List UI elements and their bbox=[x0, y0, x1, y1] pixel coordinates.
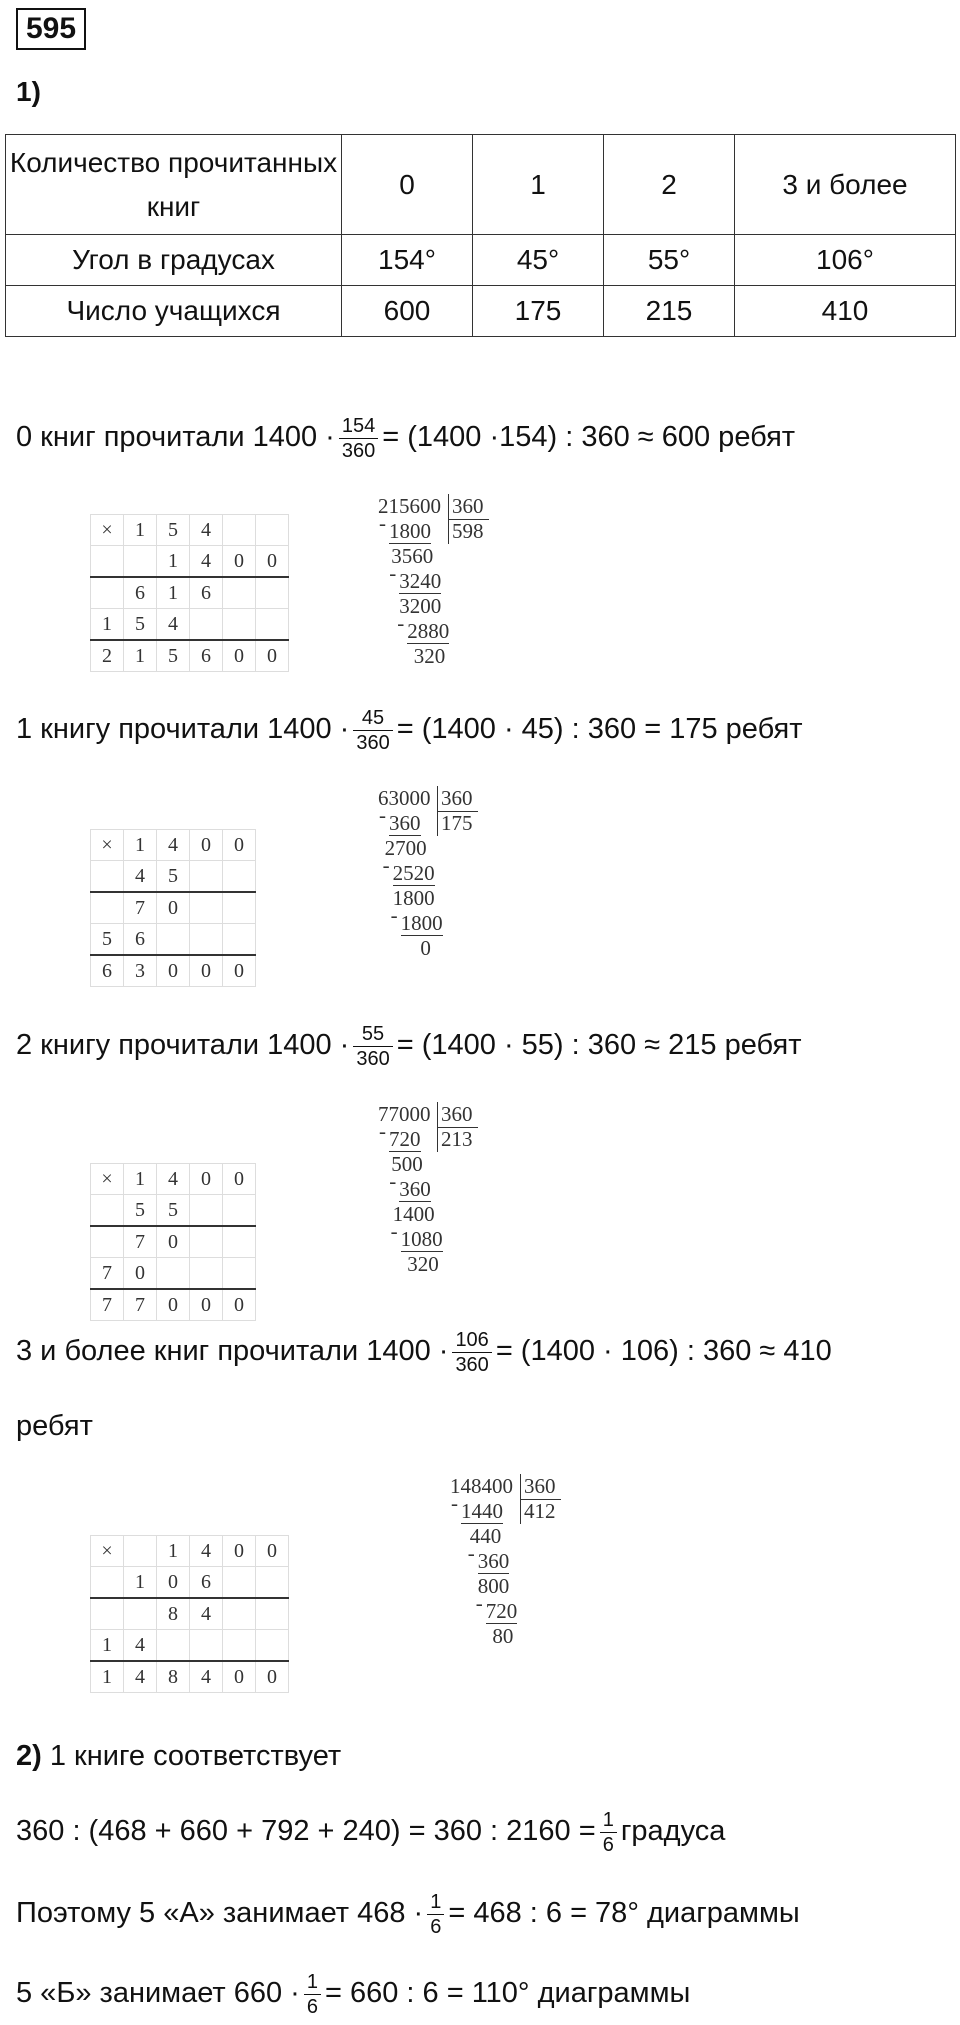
grid-row bbox=[91, 515, 289, 546]
grid-digit: 3 bbox=[124, 955, 157, 987]
grid-digit: 4 bbox=[157, 609, 190, 641]
grid-digit bbox=[223, 609, 256, 641]
grid-digit bbox=[223, 577, 256, 609]
fraction-numerator: 106 bbox=[452, 1328, 491, 1353]
grid-digit: 4 bbox=[190, 1661, 223, 1693]
grid-digit bbox=[256, 1567, 289, 1599]
fraction-denominator: 360 bbox=[356, 732, 390, 754]
grid-digit: 1 bbox=[157, 546, 190, 578]
grid-row bbox=[91, 1567, 289, 1599]
grid-digit bbox=[91, 546, 124, 578]
fraction bbox=[427, 1890, 444, 1939]
part-2-line-b bbox=[16, 1890, 800, 1939]
subtrahend: 1080 bbox=[400, 1227, 443, 1251]
calc-line-1-book bbox=[16, 706, 803, 755]
grid-row bbox=[91, 546, 289, 578]
minus-sign: - bbox=[397, 611, 405, 635]
grid-digit bbox=[157, 1258, 190, 1290]
fraction bbox=[452, 1328, 491, 1377]
grid-digit: 0 bbox=[256, 1536, 289, 1567]
remainder: 1800 bbox=[392, 886, 435, 910]
table-cell: 154° bbox=[342, 235, 473, 286]
grid-digit: 0 bbox=[223, 546, 256, 578]
fraction bbox=[600, 1808, 617, 1857]
multiplication-grid bbox=[90, 514, 289, 672]
table-cell: Число учащихся bbox=[6, 286, 342, 337]
remainder: 3200 bbox=[399, 594, 442, 618]
fraction-denominator: 360 bbox=[455, 1354, 489, 1376]
remainder: 500 bbox=[391, 1152, 423, 1176]
remainder: 0 bbox=[420, 936, 431, 960]
grid-digit bbox=[190, 924, 223, 956]
line-text: = (1400 ·154) : 360 ≈ 600 ребят bbox=[382, 421, 796, 454]
grid-digit bbox=[256, 515, 289, 546]
table-header-cell: 0 bbox=[342, 135, 473, 235]
grid-digit: 7 bbox=[124, 1289, 157, 1321]
grid-digit: 8 bbox=[157, 1661, 190, 1693]
grid-digit: 0 bbox=[256, 546, 289, 578]
grid-digit bbox=[223, 1195, 256, 1227]
grid-digit bbox=[190, 892, 223, 924]
line-text: 2 книгу прочитали 1400 · bbox=[16, 1029, 350, 1062]
quotient: 175 bbox=[441, 811, 473, 835]
grid-digit: 0 bbox=[157, 892, 190, 924]
table-cell: 215 bbox=[604, 286, 735, 337]
table-header-cell: 3 и более bbox=[735, 135, 956, 235]
remainder: 1400 bbox=[392, 1202, 435, 1226]
grid-digit bbox=[190, 1258, 223, 1290]
grid-digit: 0 bbox=[223, 830, 256, 861]
grid-digit bbox=[124, 1598, 157, 1630]
calc-line-3-more-books bbox=[16, 1328, 832, 1377]
table-cell: 106° bbox=[735, 235, 956, 286]
grid-digit: 0 bbox=[223, 955, 256, 987]
subtrahend: 1440 bbox=[461, 1499, 503, 1523]
fraction bbox=[353, 706, 392, 755]
dividend: 63000 bbox=[378, 786, 431, 810]
remainder: 2700 bbox=[384, 836, 427, 860]
grid-digit: 0 bbox=[223, 640, 256, 672]
remainder: 320 bbox=[407, 1252, 439, 1276]
grid-digit: 1 bbox=[124, 515, 157, 546]
grid-row bbox=[91, 1226, 256, 1258]
grid-digit: 6 bbox=[91, 955, 124, 987]
table-cell: 45° bbox=[473, 235, 604, 286]
fraction-denominator: 6 bbox=[602, 1834, 614, 1856]
line-text: 5 «Б» занимает 660 · bbox=[16, 1977, 300, 2010]
grid-row bbox=[91, 1661, 289, 1693]
grid-digit: 0 bbox=[157, 1226, 190, 1258]
grid-digit bbox=[223, 924, 256, 956]
grid-digit bbox=[190, 1195, 223, 1227]
grid-digit: 0 bbox=[157, 1567, 190, 1599]
grid-digit bbox=[223, 1630, 256, 1662]
grid-digit: 0 bbox=[190, 955, 223, 987]
grid-digit: 0 bbox=[157, 1289, 190, 1321]
quotient: 213 bbox=[441, 1127, 473, 1151]
multiplication-grid bbox=[90, 1163, 256, 1321]
grid-row bbox=[91, 1630, 289, 1662]
grid-digit: 6 bbox=[190, 1567, 223, 1599]
grid-digit: 0 bbox=[190, 1289, 223, 1321]
minus-sign: - bbox=[379, 1119, 386, 1143]
line-text: = (1400 · 45) : 360 = 175 ребят bbox=[396, 713, 803, 746]
grid-digit: 7 bbox=[91, 1289, 124, 1321]
grid-digit: 7 bbox=[124, 892, 157, 924]
grid-digit: 1 bbox=[157, 1536, 190, 1567]
subtrahend: 360 bbox=[389, 811, 421, 835]
dividend: 77000 bbox=[378, 1102, 431, 1126]
part-2-label: 2) bbox=[16, 1740, 42, 1772]
fraction-denominator: 360 bbox=[356, 1048, 390, 1070]
grid-digit: 2 bbox=[91, 640, 124, 672]
remainder: 440 bbox=[469, 1524, 502, 1548]
grid-digit bbox=[157, 924, 190, 956]
table-cell: 410 bbox=[735, 286, 956, 337]
grid-digit: 5 bbox=[124, 1195, 157, 1227]
line-text: Поэтому 5 «А» занимает 468 · bbox=[16, 1897, 424, 1930]
table-row bbox=[6, 235, 956, 286]
grid-digit: 6 bbox=[190, 640, 223, 672]
line-text: 0 книг прочитали 1400 · bbox=[16, 421, 335, 454]
grid-digit bbox=[124, 546, 157, 578]
table-header-row bbox=[6, 135, 956, 235]
line-text: = 468 : 6 = 78° диаграммы bbox=[448, 1897, 800, 1930]
table-row bbox=[6, 286, 956, 337]
grid-digit: 7 bbox=[91, 1258, 124, 1290]
dividend: 215600 bbox=[378, 494, 441, 518]
grid-digit: 1 bbox=[124, 640, 157, 672]
divisor: 360 bbox=[452, 494, 484, 518]
grid-row bbox=[91, 830, 256, 861]
remainder: 3560 bbox=[391, 544, 434, 568]
grid-digit: 1 bbox=[91, 1630, 124, 1662]
grid-digit: 4 bbox=[190, 1598, 223, 1630]
grid-digit: 5 bbox=[157, 515, 190, 546]
grid-row bbox=[91, 955, 256, 987]
grid-digit: 0 bbox=[157, 955, 190, 987]
subtrahend: 1800 bbox=[400, 911, 443, 935]
grid-digit bbox=[223, 861, 256, 893]
problem-number: 595 bbox=[16, 8, 86, 50]
grid-digit: 1 bbox=[91, 609, 124, 641]
grid-digit: 4 bbox=[124, 1661, 157, 1693]
quotient: 598 bbox=[452, 519, 484, 543]
line-text: 1 книге соответствует bbox=[49, 1740, 342, 1772]
data-table bbox=[5, 134, 956, 337]
grid-digit bbox=[223, 1226, 256, 1258]
subtrahend: 720 bbox=[485, 1599, 518, 1623]
divisor: 360 bbox=[524, 1474, 556, 1498]
minus-sign: - bbox=[379, 511, 386, 535]
grid-digit bbox=[157, 1630, 190, 1662]
grid-row bbox=[91, 1258, 256, 1290]
calc-line-3-continued: ребят bbox=[16, 1410, 93, 1442]
grid-digit: 1 bbox=[124, 1164, 157, 1195]
table-header-cell: Количество прочитанных книг bbox=[6, 135, 342, 235]
grid-digit bbox=[190, 1226, 223, 1258]
grid-digit bbox=[124, 1536, 157, 1567]
grid-digit: 7 bbox=[124, 1226, 157, 1258]
grid-digit: 4 bbox=[190, 546, 223, 578]
grid-digit: 1 bbox=[124, 1567, 157, 1599]
grid-digit: 8 bbox=[157, 1598, 190, 1630]
grid-digit: 0 bbox=[223, 1289, 256, 1321]
table-cell: 55° bbox=[604, 235, 735, 286]
multiplication-grid bbox=[90, 829, 256, 987]
grid-digit: 4 bbox=[157, 1164, 190, 1195]
grid-digit bbox=[190, 609, 223, 641]
subtrahend: 720 bbox=[389, 1127, 421, 1151]
minus-sign: - bbox=[390, 903, 398, 927]
grid-digit: 0 bbox=[256, 640, 289, 672]
grid-row bbox=[91, 892, 256, 924]
grid-row bbox=[91, 1598, 289, 1630]
line-text: = (1400 · 106) : 360 ≈ 410 bbox=[495, 1335, 832, 1368]
grid-digit: 0 bbox=[190, 1164, 223, 1195]
divisor: 360 bbox=[441, 1102, 473, 1126]
grid-digit: 1 bbox=[157, 577, 190, 609]
calc-line-0-books bbox=[16, 414, 795, 463]
subtrahend: 3240 bbox=[399, 569, 442, 593]
fraction-numerator: 55 bbox=[353, 1022, 392, 1047]
grid-digit: 4 bbox=[124, 1630, 157, 1662]
fraction-numerator: 1 bbox=[427, 1890, 444, 1915]
part-2-line-c bbox=[16, 1970, 690, 2019]
minus-sign: - bbox=[389, 1169, 397, 1193]
grid-row bbox=[91, 924, 256, 956]
table-cell: 600 bbox=[342, 286, 473, 337]
grid-row bbox=[91, 861, 256, 893]
grid-digit bbox=[91, 1195, 124, 1227]
quotient: 412 bbox=[524, 1499, 556, 1523]
grid-digit: 0 bbox=[223, 1536, 256, 1567]
multiplication-grid bbox=[90, 1535, 289, 1693]
grid-digit bbox=[91, 1598, 124, 1630]
table-cell: 175 bbox=[473, 286, 604, 337]
minus-sign: - bbox=[382, 853, 390, 877]
grid-digit: 5 bbox=[124, 609, 157, 641]
remainder: 800 bbox=[477, 1574, 510, 1598]
grid-digit: 0 bbox=[190, 830, 223, 861]
table-header-cell: 2 bbox=[604, 135, 735, 235]
grid-digit: 6 bbox=[124, 924, 157, 956]
fraction bbox=[353, 1022, 392, 1071]
minus-sign: - bbox=[379, 803, 386, 827]
grid-digit bbox=[223, 1598, 256, 1630]
line-text: 360 : (468 + 660 + 792 + 240) = 360 : 2160 = bbox=[16, 1815, 596, 1848]
grid-digit: 0 bbox=[124, 1258, 157, 1290]
remainder: 320 bbox=[413, 644, 446, 668]
fraction-numerator: 154 bbox=[339, 414, 378, 439]
minus-sign: - bbox=[389, 561, 397, 585]
grid-digit bbox=[223, 515, 256, 546]
grid-digit: × bbox=[91, 1164, 124, 1195]
fraction-numerator: 1 bbox=[600, 1808, 617, 1833]
calc-line-2-books bbox=[16, 1022, 802, 1071]
grid-digit bbox=[256, 1598, 289, 1630]
grid-digit bbox=[91, 577, 124, 609]
part-2-line-a bbox=[16, 1808, 725, 1857]
line-text: градуса bbox=[620, 1815, 726, 1848]
grid-digit: × bbox=[91, 1536, 124, 1567]
fraction-denominator: 6 bbox=[306, 1996, 318, 2018]
grid-digit bbox=[256, 577, 289, 609]
grid-row bbox=[91, 577, 289, 609]
grid-digit: 5 bbox=[157, 640, 190, 672]
fraction-denominator: 6 bbox=[430, 1916, 442, 1938]
part-2-intro bbox=[16, 1736, 341, 1776]
fraction-numerator: 45 bbox=[353, 706, 392, 731]
grid-row bbox=[91, 1536, 289, 1567]
grid-row bbox=[91, 1164, 256, 1195]
grid-digit bbox=[223, 1567, 256, 1599]
table-cell: Угол в градусах bbox=[6, 235, 342, 286]
fraction bbox=[339, 414, 378, 463]
grid-row bbox=[91, 609, 289, 641]
grid-digit: 5 bbox=[91, 924, 124, 956]
grid-digit bbox=[190, 861, 223, 893]
subtrahend: 1800 bbox=[389, 519, 431, 543]
grid-digit: 4 bbox=[190, 1536, 223, 1567]
grid-digit bbox=[91, 892, 124, 924]
grid-digit: 0 bbox=[256, 1661, 289, 1693]
grid-digit bbox=[91, 861, 124, 893]
grid-digit bbox=[256, 1630, 289, 1662]
grid-digit: 4 bbox=[190, 515, 223, 546]
grid-digit: 5 bbox=[157, 861, 190, 893]
grid-digit: 4 bbox=[124, 861, 157, 893]
subtrahend: 2520 bbox=[392, 861, 435, 885]
grid-row bbox=[91, 1289, 256, 1321]
divisor: 360 bbox=[441, 786, 473, 810]
grid-digit: 1 bbox=[124, 830, 157, 861]
remainder: 80 bbox=[492, 1624, 514, 1648]
grid-digit bbox=[190, 1630, 223, 1662]
subtrahend: 2880 bbox=[407, 619, 450, 643]
grid-digit: 4 bbox=[157, 830, 190, 861]
grid-row bbox=[91, 1195, 256, 1227]
fraction-denominator: 360 bbox=[341, 440, 376, 462]
grid-digit: 5 bbox=[157, 1195, 190, 1227]
dividend: 148400 bbox=[450, 1474, 513, 1498]
line-text: 1 книгу прочитали 1400 · bbox=[16, 713, 350, 746]
grid-digit: 0 bbox=[223, 1661, 256, 1693]
grid-digit bbox=[91, 1567, 124, 1599]
grid-digit bbox=[91, 1226, 124, 1258]
line-text: 3 и более книг прочитали 1400 · bbox=[16, 1335, 449, 1368]
minus-sign: - bbox=[390, 1219, 398, 1243]
fraction-numerator: 1 bbox=[304, 1970, 321, 1995]
grid-digit: 6 bbox=[190, 577, 223, 609]
line-text: = (1400 · 55) : 360 ≈ 215 ребят bbox=[396, 1029, 802, 1062]
subtrahend: 360 bbox=[477, 1549, 510, 1573]
fraction bbox=[304, 1970, 321, 2019]
line-text: = 660 : 6 = 110° диаграммы bbox=[324, 1977, 691, 2010]
grid-digit: 0 bbox=[223, 1164, 256, 1195]
grid-row bbox=[91, 640, 289, 672]
part-1-label: 1) bbox=[16, 76, 41, 107]
table-header-cell: 1 bbox=[473, 135, 604, 235]
minus-sign: - bbox=[475, 1591, 483, 1615]
minus-sign: - bbox=[451, 1491, 458, 1515]
minus-sign: - bbox=[467, 1541, 475, 1565]
grid-digit bbox=[256, 609, 289, 641]
subtrahend: 360 bbox=[399, 1177, 431, 1201]
grid-digit bbox=[223, 1258, 256, 1290]
grid-digit: 6 bbox=[124, 577, 157, 609]
grid-digit: × bbox=[91, 830, 124, 861]
grid-digit: 1 bbox=[91, 1661, 124, 1693]
grid-digit bbox=[223, 892, 256, 924]
grid-digit: × bbox=[91, 515, 124, 546]
